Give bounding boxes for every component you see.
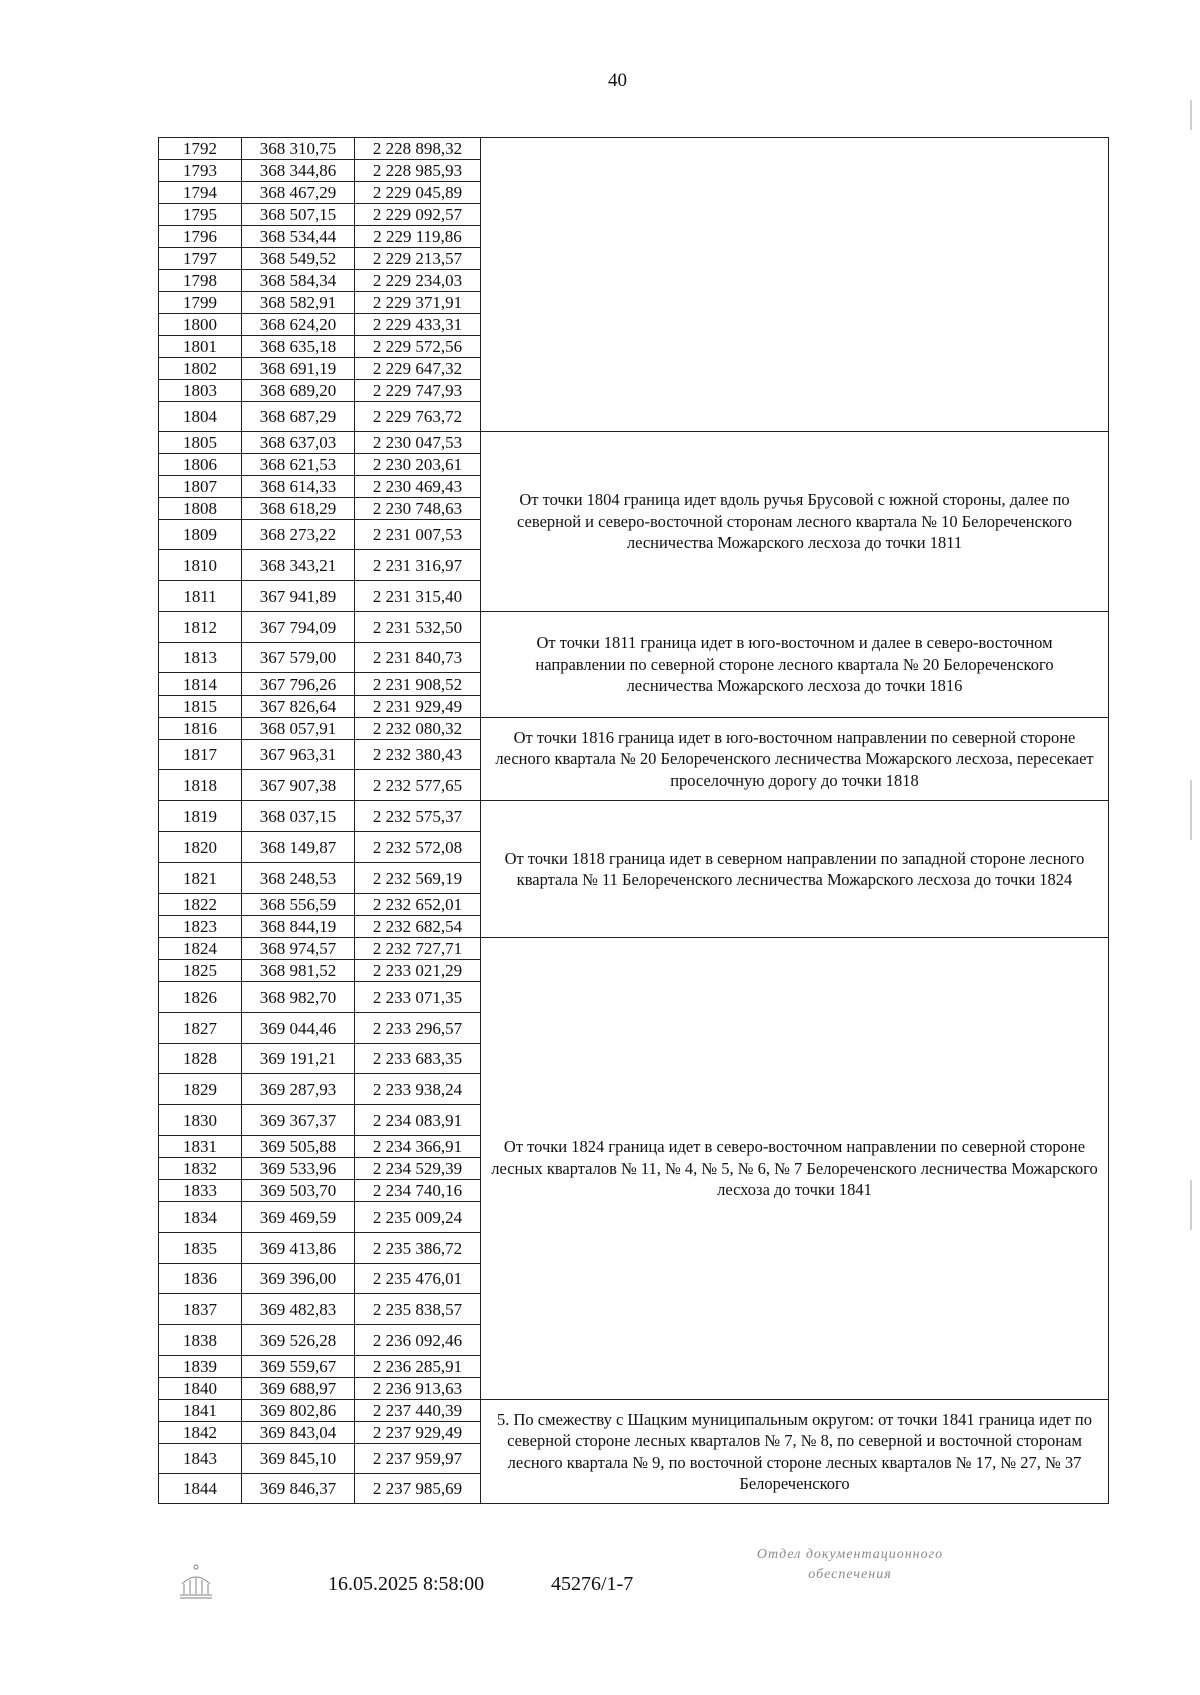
coord-x-cell: 369 533,96 bbox=[242, 1158, 355, 1180]
coord-y-cell: 2 230 748,63 bbox=[355, 498, 481, 520]
coord-x-cell: 368 982,70 bbox=[242, 982, 355, 1013]
coord-x-cell: 368 981,52 bbox=[242, 960, 355, 982]
point-number-cell: 1839 bbox=[159, 1356, 242, 1378]
coord-x-cell: 369 413,86 bbox=[242, 1233, 355, 1264]
point-number-cell: 1831 bbox=[159, 1136, 242, 1158]
coord-y-cell: 2 232 577,65 bbox=[355, 770, 481, 801]
coord-x-cell: 369 526,28 bbox=[242, 1325, 355, 1356]
page-number: 40 bbox=[608, 70, 627, 91]
point-number-cell: 1811 bbox=[159, 581, 242, 612]
department-stamp bbox=[700, 1545, 1000, 1584]
point-number-cell: 1807 bbox=[159, 476, 242, 498]
coord-x-cell: 368 582,91 bbox=[242, 292, 355, 314]
coord-y-cell: 2 234 529,39 bbox=[355, 1158, 481, 1180]
coord-x-cell: 368 556,59 bbox=[242, 894, 355, 916]
coord-y-cell: 2 234 083,91 bbox=[355, 1105, 481, 1136]
footer-document-number: 45276/1-7 bbox=[551, 1573, 634, 1595]
coord-x-cell: 367 941,89 bbox=[242, 581, 355, 612]
coord-x-cell: 368 310,75 bbox=[242, 138, 355, 160]
coord-x-cell: 368 149,87 bbox=[242, 832, 355, 863]
point-number-cell: 1823 bbox=[159, 916, 242, 938]
point-number-cell: 1817 bbox=[159, 740, 242, 770]
coord-x-cell: 369 845,10 bbox=[242, 1444, 355, 1474]
coord-y-cell: 2 235 476,01 bbox=[355, 1264, 481, 1294]
point-number-cell: 1805 bbox=[159, 432, 242, 454]
footer-datetime: 16.05.2025 8:58:00 bbox=[328, 1573, 485, 1595]
point-number-cell: 1840 bbox=[159, 1378, 242, 1400]
point-number-cell: 1798 bbox=[159, 270, 242, 292]
point-number-cell: 1808 bbox=[159, 498, 242, 520]
coord-x-cell: 368 624,20 bbox=[242, 314, 355, 336]
coord-x-cell: 369 482,83 bbox=[242, 1294, 355, 1325]
point-number-cell: 1822 bbox=[159, 894, 242, 916]
coord-x-cell: 367 907,38 bbox=[242, 770, 355, 801]
coord-y-cell: 2 229 572,56 bbox=[355, 336, 481, 358]
boundary-description: От точки 1818 граница идет в северном направлении по западной стороне лесного квартала № 11 Белореченского лесничества Можарского лесхоза до точки 1824 bbox=[481, 801, 1109, 938]
boundary-description: 5. По смежеству с Шацким муниципальным округом: от точки 1841 граница идет по северной стороне лесных кварталов № 7, № 8, по северной и восточной сторонам лесного квартала № 9, по восточной стороне лесных кварталов № 17, № 27, № 37 Белореченского bbox=[481, 1400, 1109, 1504]
coord-x-cell: 369 846,37 bbox=[242, 1474, 355, 1504]
coord-y-cell: 2 231 316,97 bbox=[355, 550, 481, 581]
boundary-description bbox=[481, 138, 1109, 432]
point-number-cell: 1826 bbox=[159, 982, 242, 1013]
coord-y-cell: 2 233 938,24 bbox=[355, 1074, 481, 1105]
coord-y-cell: 2 229 234,03 bbox=[355, 270, 481, 292]
coord-y-cell: 2 237 440,39 bbox=[355, 1400, 481, 1422]
point-number-cell: 1797 bbox=[159, 248, 242, 270]
coord-y-cell: 2 233 683,35 bbox=[355, 1044, 481, 1074]
point-number-cell: 1835 bbox=[159, 1233, 242, 1264]
coord-y-cell: 2 229 763,72 bbox=[355, 402, 481, 432]
point-number-cell: 1816 bbox=[159, 718, 242, 740]
point-number-cell: 1810 bbox=[159, 550, 242, 581]
point-number-cell: 1825 bbox=[159, 960, 242, 982]
coord-y-cell: 2 236 285,91 bbox=[355, 1356, 481, 1378]
coord-y-cell: 2 230 469,43 bbox=[355, 476, 481, 498]
coord-y-cell: 2 232 575,37 bbox=[355, 801, 481, 832]
coord-x-cell: 368 687,29 bbox=[242, 402, 355, 432]
point-number-cell: 1814 bbox=[159, 673, 242, 696]
point-number-cell: 1832 bbox=[159, 1158, 242, 1180]
coord-x-cell: 369 367,37 bbox=[242, 1105, 355, 1136]
coord-y-cell: 2 237 985,69 bbox=[355, 1474, 481, 1504]
coord-x-cell: 369 044,46 bbox=[242, 1013, 355, 1044]
point-number-cell: 1820 bbox=[159, 832, 242, 863]
point-number-cell: 1818 bbox=[159, 770, 242, 801]
scan-edge-mark bbox=[1190, 100, 1192, 130]
coord-x-cell: 369 688,97 bbox=[242, 1378, 355, 1400]
coord-x-cell: 368 344,86 bbox=[242, 160, 355, 182]
point-number-cell: 1792 bbox=[159, 138, 242, 160]
coord-y-cell: 2 232 380,43 bbox=[355, 740, 481, 770]
point-number-cell: 1815 bbox=[159, 696, 242, 718]
coord-x-cell: 368 691,19 bbox=[242, 358, 355, 380]
coord-y-cell: 2 231 929,49 bbox=[355, 696, 481, 718]
point-number-cell: 1799 bbox=[159, 292, 242, 314]
coord-y-cell: 2 237 959,97 bbox=[355, 1444, 481, 1474]
point-number-cell: 1794 bbox=[159, 182, 242, 204]
point-number-cell: 1804 bbox=[159, 402, 242, 432]
point-number-cell: 1843 bbox=[159, 1444, 242, 1474]
point-number-cell: 1795 bbox=[159, 204, 242, 226]
coord-x-cell: 367 794,09 bbox=[242, 612, 355, 643]
coord-x-cell: 368 621,53 bbox=[242, 454, 355, 476]
coord-x-cell: 369 469,59 bbox=[242, 1202, 355, 1233]
coord-y-cell: 2 237 929,49 bbox=[355, 1422, 481, 1444]
coord-y-cell: 2 231 315,40 bbox=[355, 581, 481, 612]
coord-x-cell: 368 343,21 bbox=[242, 550, 355, 581]
point-number-cell: 1836 bbox=[159, 1264, 242, 1294]
point-number-cell: 1801 bbox=[159, 336, 242, 358]
coord-x-cell: 368 614,33 bbox=[242, 476, 355, 498]
point-number-cell: 1796 bbox=[159, 226, 242, 248]
point-number-cell: 1819 bbox=[159, 801, 242, 832]
coord-x-cell: 367 796,26 bbox=[242, 673, 355, 696]
coord-x-cell: 368 248,53 bbox=[242, 863, 355, 894]
coord-y-cell: 2 232 682,54 bbox=[355, 916, 481, 938]
coord-x-cell: 369 287,93 bbox=[242, 1074, 355, 1105]
coord-y-cell: 2 235 386,72 bbox=[355, 1233, 481, 1264]
coord-x-cell: 368 273,22 bbox=[242, 520, 355, 550]
scan-edge-mark bbox=[1190, 780, 1192, 840]
point-number-cell: 1829 bbox=[159, 1074, 242, 1105]
coord-y-cell: 2 229 213,57 bbox=[355, 248, 481, 270]
point-number-cell: 1821 bbox=[159, 863, 242, 894]
table-row bbox=[159, 718, 1109, 740]
coord-y-cell: 2 231 007,53 bbox=[355, 520, 481, 550]
coord-x-cell: 368 057,91 bbox=[242, 718, 355, 740]
coord-x-cell: 368 534,44 bbox=[242, 226, 355, 248]
scan-edge-mark bbox=[1190, 1180, 1192, 1230]
coord-x-cell: 369 503,70 bbox=[242, 1180, 355, 1202]
point-number-cell: 1803 bbox=[159, 380, 242, 402]
coord-y-cell: 2 234 366,91 bbox=[355, 1136, 481, 1158]
point-number-cell: 1827 bbox=[159, 1013, 242, 1044]
table-row bbox=[159, 432, 1109, 454]
coord-y-cell: 2 232 727,71 bbox=[355, 938, 481, 960]
boundary-description: От точки 1804 граница идет вдоль ручья Брусовой с южной стороны, далее по северной и северо-восточной сторонам лесного квартала № 10 Белореченского лесничества Можарского лесхоза до точки 1811 bbox=[481, 432, 1109, 612]
coord-y-cell: 2 229 371,91 bbox=[355, 292, 481, 314]
coord-y-cell: 2 229 045,89 bbox=[355, 182, 481, 204]
point-number-cell: 1842 bbox=[159, 1422, 242, 1444]
coord-x-cell: 368 037,15 bbox=[242, 801, 355, 832]
coord-x-cell: 367 826,64 bbox=[242, 696, 355, 718]
coord-x-cell: 368 635,18 bbox=[242, 336, 355, 358]
coord-x-cell: 369 559,67 bbox=[242, 1356, 355, 1378]
coord-y-cell: 2 230 203,61 bbox=[355, 454, 481, 476]
table-row bbox=[159, 1400, 1109, 1422]
point-number-cell: 1844 bbox=[159, 1474, 242, 1504]
coord-x-cell: 368 637,03 bbox=[242, 432, 355, 454]
coord-y-cell: 2 230 047,53 bbox=[355, 432, 481, 454]
coord-x-cell: 369 396,00 bbox=[242, 1264, 355, 1294]
table-row bbox=[159, 801, 1109, 832]
coord-y-cell: 2 233 296,57 bbox=[355, 1013, 481, 1044]
stamp-line-2: обеспечения bbox=[808, 1566, 892, 1582]
coord-x-cell: 368 974,57 bbox=[242, 938, 355, 960]
coord-y-cell: 2 231 908,52 bbox=[355, 673, 481, 696]
point-number-cell: 1812 bbox=[159, 612, 242, 643]
coord-y-cell: 2 234 740,16 bbox=[355, 1180, 481, 1202]
coord-x-cell: 368 549,52 bbox=[242, 248, 355, 270]
archive-logo-icon bbox=[178, 1562, 214, 1602]
coord-y-cell: 2 236 913,63 bbox=[355, 1378, 481, 1400]
stamp-line-1: Отдел документационного bbox=[756, 1547, 944, 1562]
coord-y-cell: 2 229 092,57 bbox=[355, 204, 481, 226]
coord-y-cell: 2 229 433,31 bbox=[355, 314, 481, 336]
point-number-cell: 1793 bbox=[159, 160, 242, 182]
coord-x-cell: 368 584,34 bbox=[242, 270, 355, 292]
coord-y-cell: 2 228 898,32 bbox=[355, 138, 481, 160]
coord-y-cell: 2 232 652,01 bbox=[355, 894, 481, 916]
coord-x-cell: 368 689,20 bbox=[242, 380, 355, 402]
coord-y-cell: 2 235 009,24 bbox=[355, 1202, 481, 1233]
point-number-cell: 1837 bbox=[159, 1294, 242, 1325]
table-row bbox=[159, 138, 1109, 160]
coord-x-cell: 369 843,04 bbox=[242, 1422, 355, 1444]
coord-y-cell: 2 228 985,93 bbox=[355, 160, 481, 182]
boundary-description: От точки 1816 граница идет в юго-восточном направлении по северной стороне лесного квартала № 20 Белореченского лесничества Можарского лесхоза, пересекает проселочную дорогу до точки 1818 bbox=[481, 718, 1109, 801]
point-number-cell: 1828 bbox=[159, 1044, 242, 1074]
point-number-cell: 1833 bbox=[159, 1180, 242, 1202]
point-number-cell: 1806 bbox=[159, 454, 242, 476]
coord-y-cell: 2 229 119,86 bbox=[355, 226, 481, 248]
coord-x-cell: 367 963,31 bbox=[242, 740, 355, 770]
table-row bbox=[159, 938, 1109, 960]
coord-x-cell: 367 579,00 bbox=[242, 643, 355, 673]
coord-x-cell: 369 191,21 bbox=[242, 1044, 355, 1074]
point-number-cell: 1841 bbox=[159, 1400, 242, 1422]
point-number-cell: 1838 bbox=[159, 1325, 242, 1356]
coord-x-cell: 368 467,29 bbox=[242, 182, 355, 204]
coord-y-cell: 2 232 569,19 bbox=[355, 863, 481, 894]
coord-y-cell: 2 236 092,46 bbox=[355, 1325, 481, 1356]
coord-y-cell: 2 231 532,50 bbox=[355, 612, 481, 643]
boundary-description: От точки 1811 граница идет в юго-восточном и далее в северо-восточном направлении по северной стороне лесного квартала № 20 Белореченского лесничества Можарского лесхоза до точки 1816 bbox=[481, 612, 1109, 718]
point-number-cell: 1800 bbox=[159, 314, 242, 336]
point-number-cell: 1802 bbox=[159, 358, 242, 380]
coord-y-cell: 2 233 021,29 bbox=[355, 960, 481, 982]
coordinates-table bbox=[158, 137, 1109, 1504]
coord-x-cell: 368 844,19 bbox=[242, 916, 355, 938]
coord-x-cell: 368 618,29 bbox=[242, 498, 355, 520]
point-number-cell: 1809 bbox=[159, 520, 242, 550]
point-number-cell: 1834 bbox=[159, 1202, 242, 1233]
coord-y-cell: 2 232 080,32 bbox=[355, 718, 481, 740]
table-row bbox=[159, 612, 1109, 643]
coord-y-cell: 2 232 572,08 bbox=[355, 832, 481, 863]
coord-y-cell: 2 229 747,93 bbox=[355, 380, 481, 402]
coord-x-cell: 368 507,15 bbox=[242, 204, 355, 226]
coord-y-cell: 2 229 647,32 bbox=[355, 358, 481, 380]
boundary-description: От точки 1824 граница идет в северо-восточном направлении по северной стороне лесных кварталов № 11, № 4, № 5, № 6, № 7 Белореченского лесничества Можарского лесхоза до точки 1841 bbox=[481, 938, 1109, 1400]
coord-x-cell: 369 505,88 bbox=[242, 1136, 355, 1158]
coord-y-cell: 2 231 840,73 bbox=[355, 643, 481, 673]
coord-x-cell: 369 802,86 bbox=[242, 1400, 355, 1422]
point-number-cell: 1824 bbox=[159, 938, 242, 960]
coord-y-cell: 2 235 838,57 bbox=[355, 1294, 481, 1325]
point-number-cell: 1830 bbox=[159, 1105, 242, 1136]
coord-y-cell: 2 233 071,35 bbox=[355, 982, 481, 1013]
coordinates-table-body bbox=[159, 138, 1109, 1504]
point-number-cell: 1813 bbox=[159, 643, 242, 673]
